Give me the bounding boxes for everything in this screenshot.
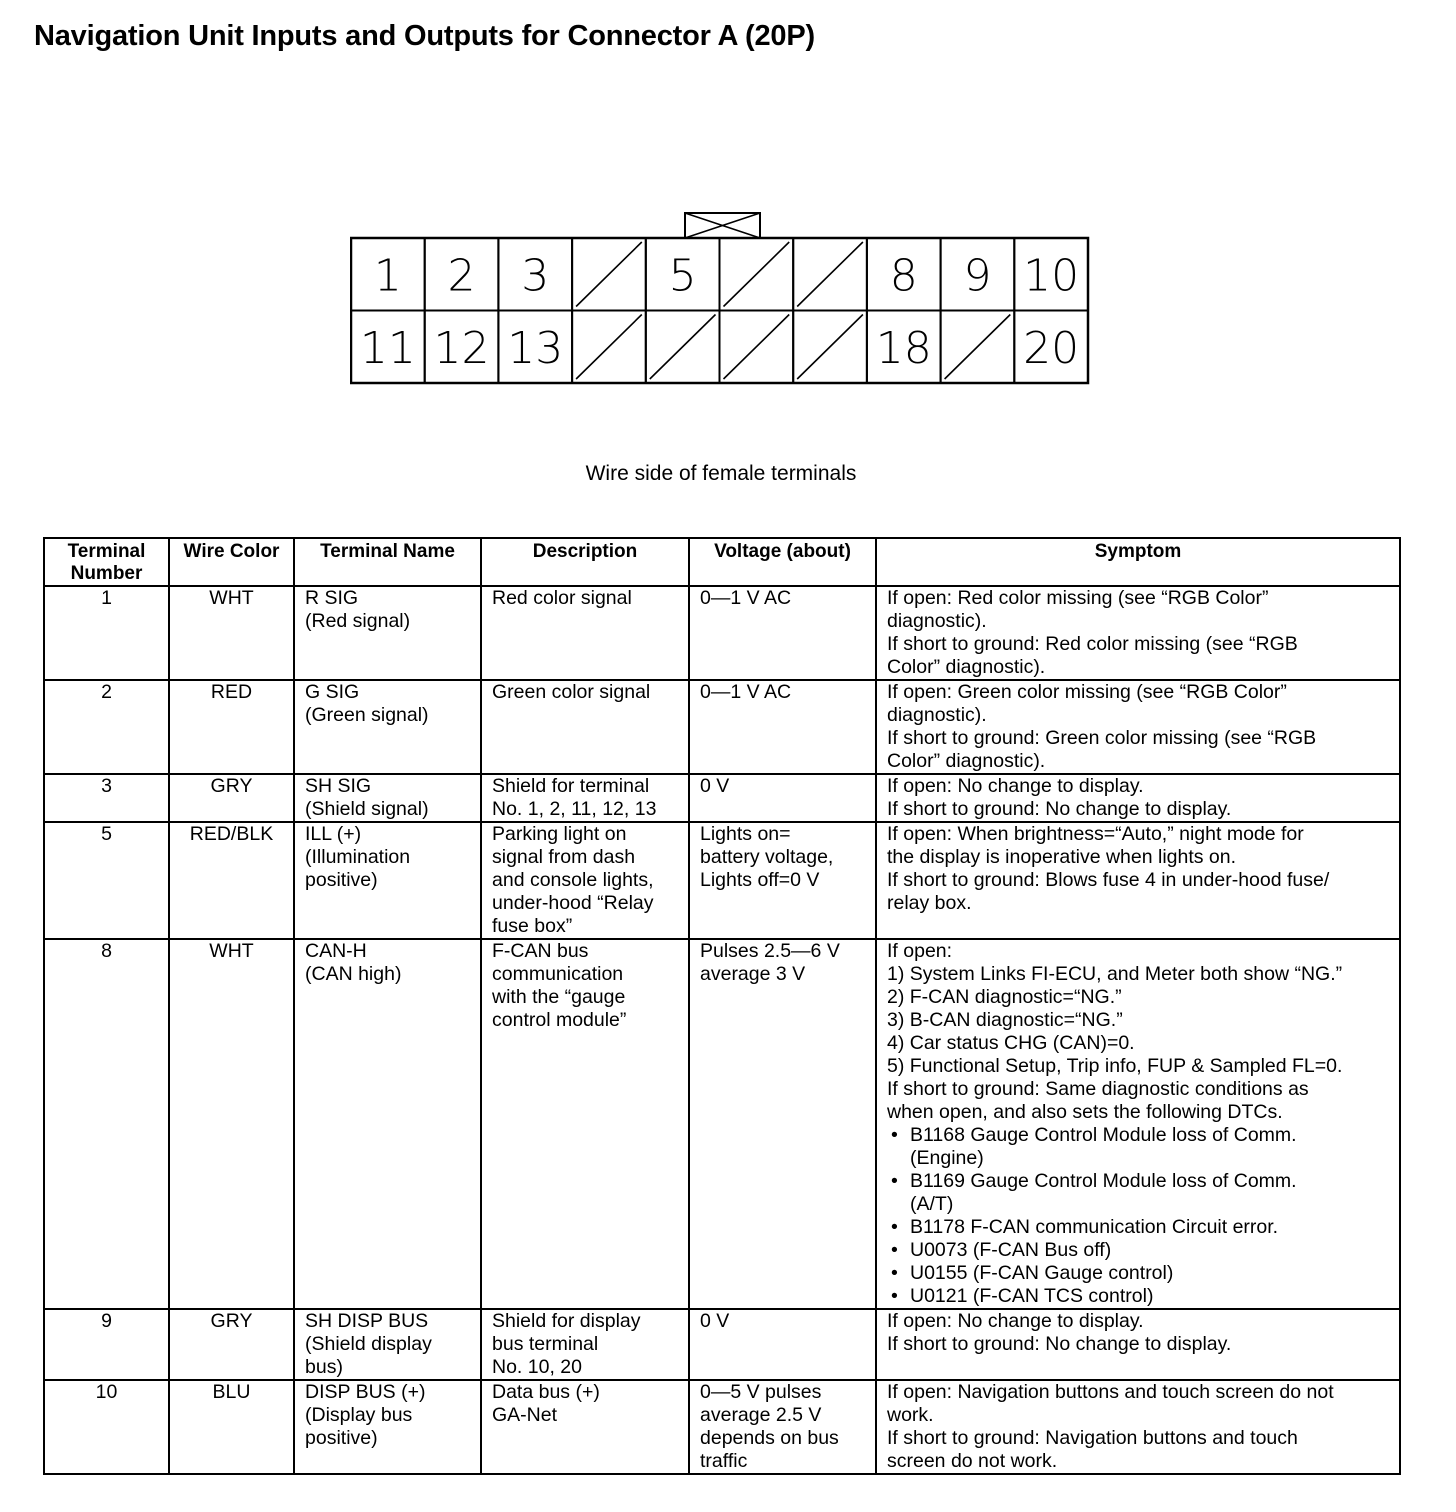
connector-diagram: [350, 210, 1095, 388]
terminal-name-cell: [294, 1380, 481, 1474]
terminal-number-label: 9: [963, 250, 992, 302]
terminal-number-label: 2: [447, 250, 476, 302]
cell-line: Red color signal: [492, 587, 632, 609]
description-cell: [481, 822, 689, 939]
cell-line: 0—5 V pulses: [700, 1381, 822, 1403]
cell-line: SH SIG: [305, 775, 372, 797]
table-header-row: [44, 538, 1400, 586]
dtc-bullet-item: [887, 1239, 1391, 1262]
cell-line: when open, and also sets the following DTCs.: [887, 1101, 1283, 1123]
cell-line: (Red signal): [305, 610, 411, 632]
cell-line: depends on bus: [700, 1427, 839, 1449]
cell-line: fuse box”: [492, 915, 573, 937]
cell-line: average 3 V: [700, 963, 806, 985]
cell-line: If short to ground: No change to display.: [887, 1333, 1232, 1355]
description-cell: [481, 586, 689, 680]
voltage-cell: [689, 939, 876, 1309]
cell-line: battery voltage,: [700, 846, 834, 868]
terminal-name-cell: [294, 680, 481, 774]
symptom-cell: [876, 822, 1400, 939]
voltage-cell: [689, 586, 876, 680]
terminal-number-label: 8: [889, 250, 918, 302]
cell-line: If open:: [887, 940, 953, 962]
wire-color-cell: WHT: [169, 586, 294, 680]
cell-line: 5) Functional Setup, Trip info, FUP & Sampled FL=0.: [887, 1055, 1343, 1077]
terminal-number-label: 20: [1023, 322, 1080, 374]
bullet-icon: •: [891, 1262, 898, 1284]
cell-line: (Shield signal): [305, 798, 429, 820]
cell-line: and console lights,: [492, 869, 654, 891]
terminal-name-cell: [294, 774, 481, 822]
terminal-number-label: 1: [373, 250, 402, 302]
cell-line: CAN-H: [305, 940, 367, 962]
dtc-bullet-item: [887, 1285, 1391, 1308]
cell-line: If short to ground: Same diagnostic conditions as: [887, 1078, 1309, 1100]
cell-line: Shield for terminal: [492, 775, 650, 797]
dtc-bullet-continuation: (Engine): [910, 1147, 984, 1169]
cell-line: No. 1, 2, 11, 12, 13: [492, 798, 657, 820]
cell-line: Parking light on: [492, 823, 627, 845]
connector-latch: [685, 213, 760, 238]
wire-color-cell: RED: [169, 680, 294, 774]
page-title: Navigation Unit Inputs and Outputs for Connector A (20P): [34, 20, 815, 52]
cell-line: 1) System Links FI-ECU, and Meter both show “NG.”: [887, 963, 1343, 985]
wire-color-cell: BLU: [169, 1380, 294, 1474]
voltage-cell: [689, 774, 876, 822]
symptom-cell: [876, 1380, 1400, 1474]
terminal-number-cell: 5: [44, 822, 169, 939]
wire-color-cell: WHT: [169, 939, 294, 1309]
cell-line: If short to ground: Green color missing (see “RGB: [887, 727, 1317, 749]
cell-line: ILL (+): [305, 823, 362, 845]
terminal-table: [43, 537, 1401, 1475]
cell-line: DISP BUS (+): [305, 1381, 426, 1403]
cell-line: positive): [305, 869, 378, 891]
table-row: [44, 1380, 1400, 1474]
bullet-icon: •: [891, 1239, 898, 1261]
table-row: [44, 822, 1400, 939]
wire-color-cell: GRY: [169, 1309, 294, 1380]
cell-line: R SIG: [305, 587, 359, 609]
cell-line: Green color signal: [492, 681, 651, 703]
terminal-name-cell: [294, 586, 481, 680]
cell-line: (Shield display: [305, 1333, 432, 1355]
symptom-cell: [876, 586, 1400, 680]
cell-line: signal from dash: [492, 846, 636, 868]
cell-line: positive): [305, 1427, 378, 1449]
connector-caption: Wire side of female terminals: [585, 462, 857, 485]
cell-line: communication: [492, 963, 624, 985]
cell-line: 0 V: [700, 775, 730, 797]
terminal-number-label: 5: [668, 250, 697, 302]
header-terminal-number: Terminal Number: [44, 538, 169, 586]
cell-line: Lights off=0 V: [700, 869, 820, 891]
cell-line: G SIG: [305, 681, 360, 703]
terminal-number-cell: 3: [44, 774, 169, 822]
terminal-number-label: 13: [507, 322, 564, 374]
terminal-number-cell: 2: [44, 680, 169, 774]
voltage-cell: [689, 822, 876, 939]
terminal-number-label: 18: [875, 322, 932, 374]
cell-line: If open: Red color missing (see “RGB Color”: [887, 587, 1269, 609]
dtc-text: B1168 Gauge Control Module loss of Comm.: [910, 1124, 1297, 1146]
dtc-text: U0121 (F-CAN TCS control): [910, 1285, 1154, 1307]
dtc-text: B1169 Gauge Control Module loss of Comm.: [910, 1170, 1297, 1192]
terminal-name-cell: [294, 1309, 481, 1380]
table-row: [44, 939, 1400, 1309]
symptom-cell: [876, 939, 1400, 1309]
cell-line: diagnostic).: [887, 704, 987, 726]
cell-line: with the “gauge: [492, 986, 626, 1008]
cell-line: F-CAN bus: [492, 940, 589, 962]
dtc-bullet-item: [887, 1170, 1391, 1193]
dtc-bullet-item: [887, 1216, 1391, 1239]
description-cell: [481, 774, 689, 822]
cell-line: If open: No change to display.: [887, 1310, 1144, 1332]
table-row: [44, 1309, 1400, 1380]
cell-line: 3) B-CAN diagnostic=“NG.”: [887, 1009, 1123, 1031]
bullet-icon: •: [891, 1124, 898, 1146]
cell-line: 0 V: [700, 1310, 730, 1332]
cell-line: SH DISP BUS: [305, 1310, 429, 1332]
terminal-number-label: 11: [359, 322, 416, 374]
terminal-number-cell: 10: [44, 1380, 169, 1474]
description-cell: [481, 680, 689, 774]
bullet-icon: •: [891, 1216, 898, 1238]
terminal-name-cell: [294, 822, 481, 939]
cell-line: average 2.5 V: [700, 1404, 822, 1426]
dtc-text: B1178 F-CAN communication Circuit error.: [910, 1216, 1279, 1238]
dtc-text: U0073 (F-CAN Bus off): [910, 1239, 1112, 1261]
cell-line: bus terminal: [492, 1333, 599, 1355]
symptom-cell: [876, 1309, 1400, 1380]
terminal-number-label: 3: [521, 250, 550, 302]
cell-line: Lights on=: [700, 823, 791, 845]
cell-line: (CAN high): [305, 963, 402, 985]
table-row: [44, 586, 1400, 680]
cell-line: If short to ground: Blows fuse 4 in under-hood fuse/: [887, 869, 1330, 891]
cell-line: If open: No change to display.: [887, 775, 1144, 797]
cell-line: screen do not work.: [887, 1450, 1058, 1472]
terminal-number-label: 12: [433, 322, 490, 374]
cell-line: If short to ground: No change to display.: [887, 798, 1232, 820]
cell-line: No. 10, 20: [492, 1356, 582, 1378]
cell-line: work.: [887, 1404, 934, 1426]
cell-line: If open: When brightness=“Auto,” night mode for: [887, 823, 1304, 845]
cell-line: Shield for display: [492, 1310, 641, 1332]
cell-line: 4) Car status CHG (CAN)=0.: [887, 1032, 1135, 1054]
cell-line: diagnostic).: [887, 610, 987, 632]
symptom-cell: [876, 680, 1400, 774]
cell-line: Data bus (+): [492, 1381, 600, 1403]
cell-line: 0—1 V AC: [700, 681, 792, 703]
cell-line: (Display bus: [305, 1404, 413, 1426]
bullet-icon: •: [891, 1285, 898, 1307]
cell-line: relay box.: [887, 892, 972, 914]
cell-line: 2) F-CAN diagnostic=“NG.”: [887, 986, 1122, 1008]
cell-line: control module”: [492, 1009, 627, 1031]
table-row: [44, 774, 1400, 822]
cell-line: If open: Green color missing (see “RGB Color”: [887, 681, 1287, 703]
terminal-number-cell: 1: [44, 586, 169, 680]
cell-line: If short to ground: Navigation buttons and touch: [887, 1427, 1298, 1449]
dtc-bullet-item: [887, 1262, 1391, 1285]
cell-line: traffic: [700, 1450, 748, 1472]
dtc-bullet-item: [887, 1124, 1391, 1147]
description-cell: [481, 1380, 689, 1474]
bullet-icon: •: [891, 1170, 898, 1192]
cell-line: (Illumination: [305, 846, 411, 868]
dtc-bullet-continuation: (A/T): [910, 1193, 954, 1215]
cell-line: 0—1 V AC: [700, 587, 792, 609]
cell-line: Pulses 2.5—6 V: [700, 940, 840, 962]
terminal-number-cell: 9: [44, 1309, 169, 1380]
voltage-cell: [689, 680, 876, 774]
cell-line: the display is inoperative when lights on.: [887, 846, 1237, 868]
cell-line: If short to ground: Red color missing (see “RGB: [887, 633, 1298, 655]
cell-line: under-hood “Relay: [492, 892, 654, 914]
voltage-cell: [689, 1380, 876, 1474]
symptom-cell: [876, 774, 1400, 822]
wire-color-cell: GRY: [169, 774, 294, 822]
cell-line: (Green signal): [305, 704, 429, 726]
terminal-name-cell: [294, 939, 481, 1309]
header-description: Description: [481, 538, 689, 586]
table-row: [44, 680, 1400, 774]
cell-line: Color” diagnostic).: [887, 750, 1046, 772]
header-symptom: Symptom: [876, 538, 1400, 586]
dtc-text: U0155 (F-CAN Gauge control): [910, 1262, 1174, 1284]
header-voltage: Voltage (about): [689, 538, 876, 586]
cell-line: GA-Net: [492, 1404, 558, 1426]
header-wire-color: Wire Color: [169, 538, 294, 586]
cell-line: Color” diagnostic).: [887, 656, 1046, 678]
description-cell: [481, 1309, 689, 1380]
header-terminal-name: Terminal Name: [294, 538, 481, 586]
description-cell: [481, 939, 689, 1309]
terminal-number-label: 10: [1023, 250, 1080, 302]
wire-color-cell: RED/BLK: [169, 822, 294, 939]
terminal-number-cell: 8: [44, 939, 169, 1309]
cell-line: If open: Navigation buttons and touch screen do not: [887, 1381, 1334, 1403]
cell-line: bus): [305, 1356, 343, 1378]
voltage-cell: [689, 1309, 876, 1380]
